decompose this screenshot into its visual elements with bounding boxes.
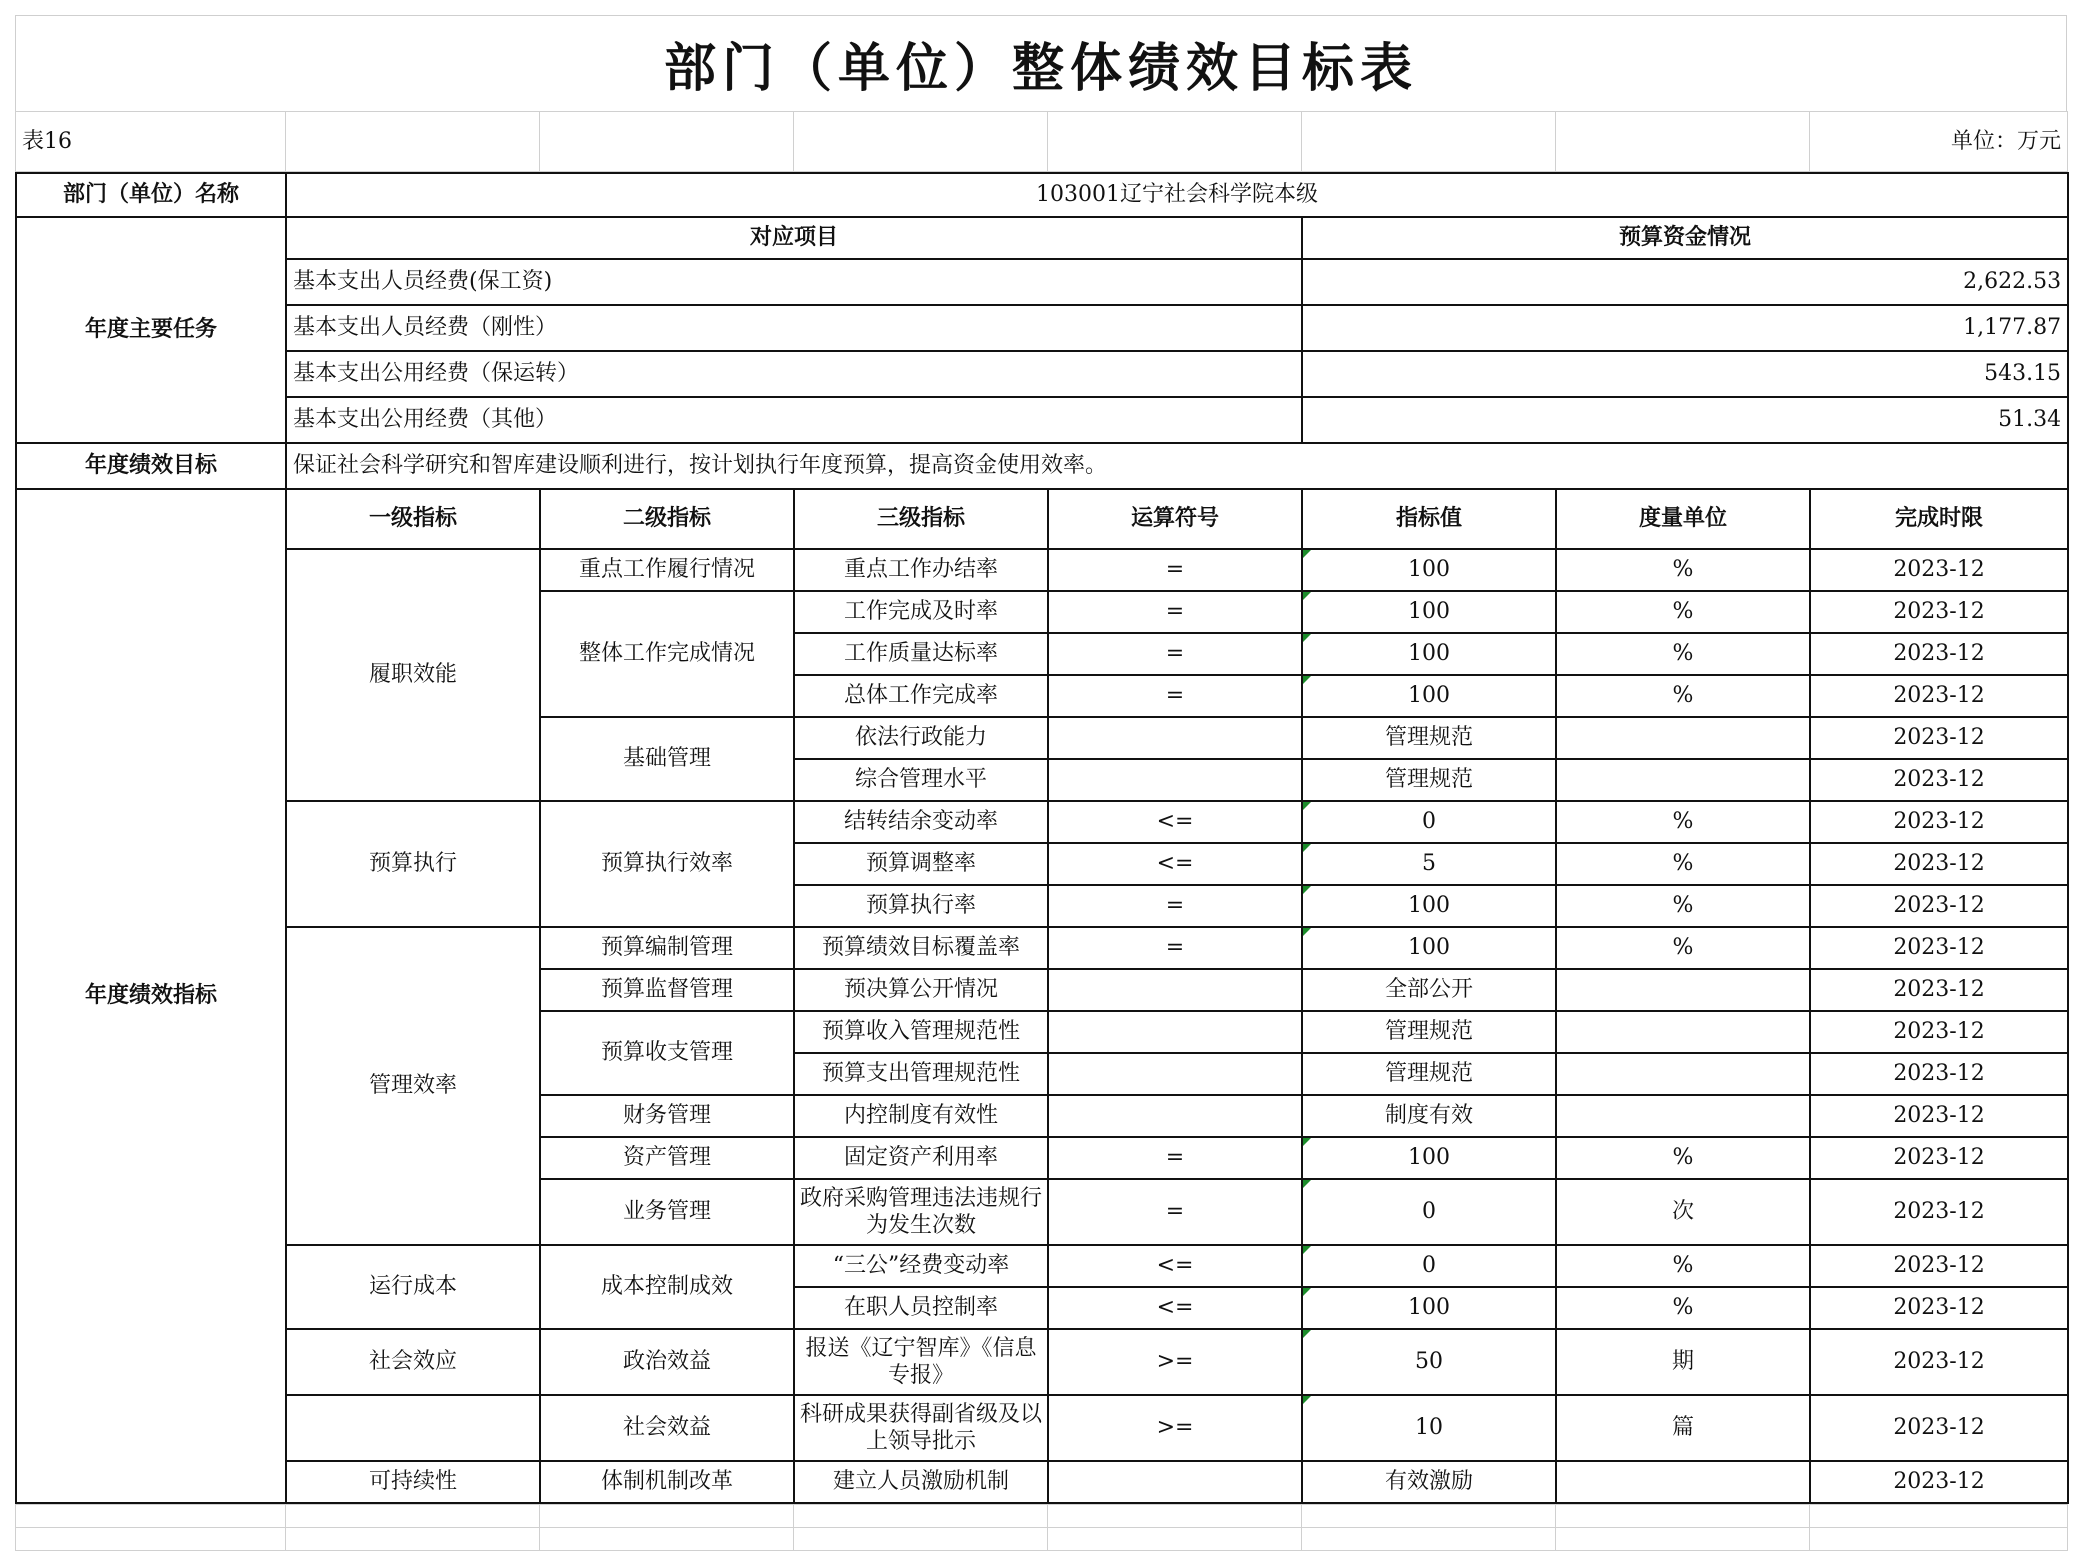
task-amount: 51.34 <box>1302 397 2068 443</box>
level2-cell: 预算收支管理 <box>540 1011 794 1095</box>
budget-column-header: 预算资金情况 <box>1302 217 2068 259</box>
header-level1: 一级指标 <box>286 489 540 549</box>
target-value-cell: 100 <box>1302 549 1556 591</box>
level2-cell: 重点工作履行情况 <box>540 549 794 591</box>
task-project: 基本支出公用经费（其他） <box>286 397 1302 443</box>
level3-cell: 政府采购管理违法违规行为发生次数 <box>794 1179 1048 1245</box>
unit-cell <box>1556 1095 1810 1137</box>
level3-cell: 内控制度有效性 <box>794 1095 1048 1137</box>
unit-cell: % <box>1556 549 1810 591</box>
operator-cell: = <box>1048 927 1302 969</box>
level3-cell: 预算执行率 <box>794 885 1048 927</box>
operator-cell <box>1048 759 1302 801</box>
indicators-label: 年度绩效指标 <box>16 489 286 1503</box>
operator-cell: <= <box>1048 801 1302 843</box>
operator-cell: <= <box>1048 1287 1302 1329</box>
unit-cell <box>1556 1011 1810 1053</box>
level2-cell: 预算执行效率 <box>540 801 794 927</box>
level1-cell: 运行成本 <box>286 1245 540 1329</box>
task-project: 基本支出人员经费（刚性） <box>286 305 1302 351</box>
level2-cell: 财务管理 <box>540 1095 794 1137</box>
unit-cell: 篇 <box>1556 1395 1810 1461</box>
target-value-cell: 100 <box>1302 885 1556 927</box>
target-value-cell: 50 <box>1302 1329 1556 1395</box>
deadline-cell: 2023-12 <box>1810 1395 2068 1461</box>
level2-cell: 预算监督管理 <box>540 969 794 1011</box>
unit-cell: % <box>1556 591 1810 633</box>
level3-cell: 重点工作办结率 <box>794 549 1048 591</box>
empty-cell <box>1556 112 1810 172</box>
unit-cell: % <box>1556 1287 1810 1329</box>
operator-cell: = <box>1048 1137 1302 1179</box>
unit-cell <box>1556 969 1810 1011</box>
operator-cell <box>1048 1011 1302 1053</box>
header-target-value: 指标值 <box>1302 489 1556 549</box>
level3-cell: 固定资产利用率 <box>794 1137 1048 1179</box>
deadline-cell: 2023-12 <box>1810 1245 2068 1287</box>
level3-cell: 预算支出管理规范性 <box>794 1053 1048 1095</box>
deadline-cell: 2023-12 <box>1810 1011 2068 1053</box>
empty-trailing-rows <box>15 1504 2068 1551</box>
target-value-cell: 管理规范 <box>1302 1053 1556 1095</box>
level2-cell: 资产管理 <box>540 1137 794 1179</box>
task-amount: 543.15 <box>1302 351 2068 397</box>
unit-cell: % <box>1556 843 1810 885</box>
operator-cell: >= <box>1048 1395 1302 1461</box>
level3-cell: 结转结余变动率 <box>794 801 1048 843</box>
deadline-cell: 2023-12 <box>1810 1461 2068 1503</box>
level3-cell: “三公”经费变动率 <box>794 1245 1048 1287</box>
operator-cell: = <box>1048 675 1302 717</box>
level1-cell: 社会效应 <box>286 1329 540 1395</box>
unit-cell: 期 <box>1556 1329 1810 1395</box>
deadline-cell: 2023-12 <box>1810 969 2068 1011</box>
operator-cell: = <box>1048 591 1302 633</box>
task-project: 基本支出人员经费(保工资) <box>286 259 1302 305</box>
task-amount: 1,177.87 <box>1302 305 2068 351</box>
deadline-cell: 2023-12 <box>1810 1137 2068 1179</box>
deadline-cell: 2023-12 <box>1810 843 2068 885</box>
level2-cell: 社会效益 <box>540 1395 794 1461</box>
operator-cell: >= <box>1048 1329 1302 1395</box>
header-level3: 三级指标 <box>794 489 1048 549</box>
operator-cell: = <box>1048 549 1302 591</box>
target-value-cell: 100 <box>1302 927 1556 969</box>
level2-cell: 体制机制改革 <box>540 1461 794 1503</box>
unit-cell: % <box>1556 1137 1810 1179</box>
level3-cell: 报送《辽宁智库》《信息专报》 <box>794 1329 1048 1395</box>
unit-cell: % <box>1556 801 1810 843</box>
deadline-cell: 2023-12 <box>1810 759 2068 801</box>
project-column-header: 对应项目 <box>286 217 1302 259</box>
target-value-cell: 100 <box>1302 675 1556 717</box>
level3-cell: 总体工作完成率 <box>794 675 1048 717</box>
header-unit: 度量单位 <box>1556 489 1810 549</box>
unit-cell <box>1556 717 1810 759</box>
level1-cell: 履职效能 <box>286 549 540 801</box>
target-value-cell: 100 <box>1302 591 1556 633</box>
level3-cell: 在职人员控制率 <box>794 1287 1048 1329</box>
deadline-cell: 2023-12 <box>1810 801 2068 843</box>
unit-cell: % <box>1556 675 1810 717</box>
header-level2: 二级指标 <box>540 489 794 549</box>
target-value-cell: 管理规范 <box>1302 759 1556 801</box>
level2-cell: 基础管理 <box>540 717 794 801</box>
target-value-cell: 全部公开 <box>1302 969 1556 1011</box>
target-value-cell: 0 <box>1302 1179 1556 1245</box>
task-project: 基本支出公用经费（保运转） <box>286 351 1302 397</box>
target-value-cell: 管理规范 <box>1302 1011 1556 1053</box>
empty-cell <box>286 112 540 172</box>
empty-cell <box>1302 112 1556 172</box>
target-value-cell: 10 <box>1302 1395 1556 1461</box>
deadline-cell: 2023-12 <box>1810 1053 2068 1095</box>
deadline-cell: 2023-12 <box>1810 885 2068 927</box>
dept-name-label: 部门（单位）名称 <box>16 173 286 217</box>
target-value-cell: 有效激励 <box>1302 1461 1556 1503</box>
level3-cell: 建立人员激励机制 <box>794 1461 1048 1503</box>
empty-cell <box>540 112 794 172</box>
deadline-cell: 2023-12 <box>1810 927 2068 969</box>
deadline-cell: 2023-12 <box>1810 549 2068 591</box>
level2-cell: 预算编制管理 <box>540 927 794 969</box>
unit-cell <box>1556 1461 1810 1503</box>
target-value-cell: 5 <box>1302 843 1556 885</box>
target-value-cell: 100 <box>1302 1137 1556 1179</box>
level3-cell: 预算收入管理规范性 <box>794 1011 1048 1053</box>
annual-goal-label: 年度绩效目标 <box>16 443 286 489</box>
level3-cell: 科研成果获得副省级及以上领导批示 <box>794 1395 1048 1461</box>
annual-tasks-label: 年度主要任务 <box>16 217 286 443</box>
deadline-cell: 2023-12 <box>1810 1095 2068 1137</box>
level1-cell: 预算执行 <box>286 801 540 927</box>
empty-cell <box>794 112 1048 172</box>
table-number: 表16 <box>16 112 286 172</box>
unit-label: 单位：万元 <box>1810 112 2068 172</box>
operator-cell: <= <box>1048 1245 1302 1287</box>
level3-cell: 预算调整率 <box>794 843 1048 885</box>
target-value-cell: 0 <box>1302 801 1556 843</box>
page-title: 部门（单位）整体绩效目标表 <box>15 15 2067 111</box>
operator-cell: <= <box>1048 843 1302 885</box>
target-value-cell: 0 <box>1302 1245 1556 1287</box>
operator-cell <box>1048 1053 1302 1095</box>
header-operator: 运算符号 <box>1048 489 1302 549</box>
operator-cell <box>1048 969 1302 1011</box>
performance-table <box>15 172 2069 1504</box>
level3-cell: 预算绩效目标覆盖率 <box>794 927 1048 969</box>
deadline-cell: 2023-12 <box>1810 1287 2068 1329</box>
spreadsheet <box>15 15 2067 1551</box>
level1-cell: 可持续性 <box>286 1461 540 1503</box>
operator-cell <box>1048 1461 1302 1503</box>
level2-cell: 政治效益 <box>540 1329 794 1395</box>
unit-cell: % <box>1556 1245 1810 1287</box>
deadline-cell: 2023-12 <box>1810 633 2068 675</box>
annual-goal-text: 保证社会科学研究和智库建设顺利进行，按计划执行年度预算，提高资金使用效率。 <box>286 443 2068 489</box>
deadline-cell: 2023-12 <box>1810 1179 2068 1245</box>
deadline-cell: 2023-12 <box>1810 675 2068 717</box>
level3-cell: 工作质量达标率 <box>794 633 1048 675</box>
unit-cell: % <box>1556 633 1810 675</box>
unit-cell <box>1556 1053 1810 1095</box>
target-value-cell: 管理规范 <box>1302 717 1556 759</box>
unit-cell: % <box>1556 885 1810 927</box>
header-row-table <box>15 111 2068 172</box>
empty-cell <box>1048 112 1302 172</box>
unit-cell: 次 <box>1556 1179 1810 1245</box>
unit-cell <box>1556 759 1810 801</box>
operator-cell: = <box>1048 885 1302 927</box>
level3-cell: 综合管理水平 <box>794 759 1048 801</box>
target-value-cell: 制度有效 <box>1302 1095 1556 1137</box>
operator-cell <box>1048 717 1302 759</box>
target-value-cell: 100 <box>1302 633 1556 675</box>
unit-cell: % <box>1556 927 1810 969</box>
level3-cell: 依法行政能力 <box>794 717 1048 759</box>
level3-cell: 预决算公开情况 <box>794 969 1048 1011</box>
level2-cell: 成本控制成效 <box>540 1245 794 1329</box>
deadline-cell: 2023-12 <box>1810 717 2068 759</box>
dept-name-value: 103001辽宁社会科学院本级 <box>286 173 2068 217</box>
operator-cell: = <box>1048 1179 1302 1245</box>
level1-cell <box>286 1395 540 1461</box>
level3-cell: 工作完成及时率 <box>794 591 1048 633</box>
deadline-cell: 2023-12 <box>1810 1329 2068 1395</box>
deadline-cell: 2023-12 <box>1810 591 2068 633</box>
target-value-cell: 100 <box>1302 1287 1556 1329</box>
header-deadline: 完成时限 <box>1810 489 2068 549</box>
level2-cell: 整体工作完成情况 <box>540 591 794 717</box>
level2-cell: 业务管理 <box>540 1179 794 1245</box>
operator-cell: = <box>1048 633 1302 675</box>
operator-cell <box>1048 1095 1302 1137</box>
task-amount: 2,622.53 <box>1302 259 2068 305</box>
level1-cell: 管理效率 <box>286 927 540 1245</box>
